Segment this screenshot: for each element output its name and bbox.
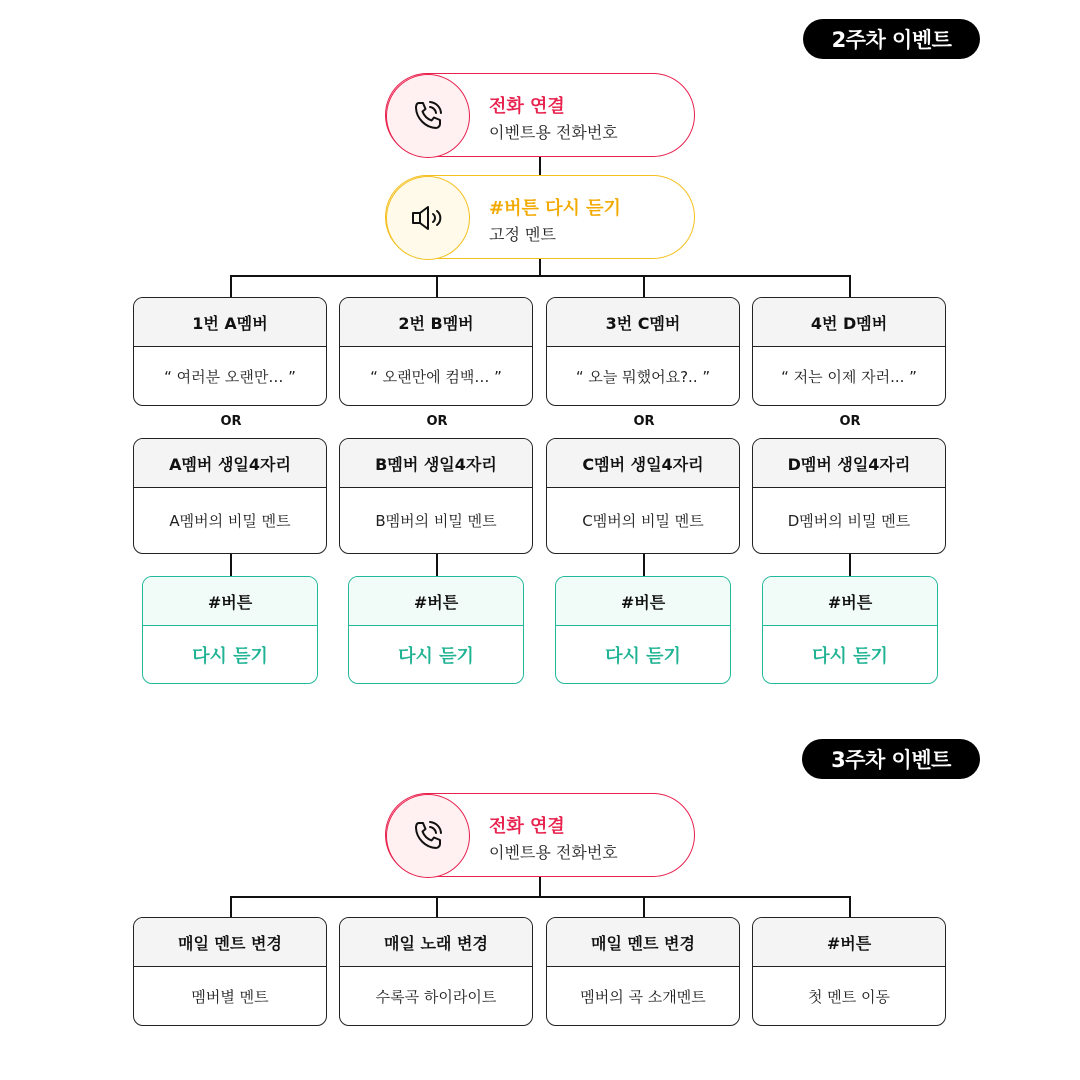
secret-ment: C멤버의 비밀 멘트 [582, 512, 704, 530]
button-label: #버튼 [349, 577, 523, 626]
call-subtitle: 이벤트용 전화번호 [489, 123, 618, 142]
secret-ment: B멤버의 비밀 멘트 [375, 512, 497, 530]
member-header: 1번 A멤버 [134, 298, 326, 347]
connector [643, 553, 645, 576]
button-label: #버튼 [763, 577, 937, 626]
button-action: 다시 듣기 [398, 645, 474, 667]
option-box-1 [133, 917, 327, 1026]
member-quote: “ 저는 이제 자러... ” [781, 367, 917, 386]
birthday-c-box [546, 438, 740, 554]
birthday-b-box [339, 438, 533, 554]
call-node-week3 [385, 793, 695, 877]
connector [230, 896, 851, 898]
connector [230, 553, 232, 576]
call-node [385, 73, 695, 157]
member-header: 3번 C멤버 [547, 298, 739, 347]
option-box-3 [546, 917, 740, 1026]
connector [849, 553, 851, 576]
or-label: OR [426, 414, 448, 429]
birthday-header: C멤버 생일4자리 [547, 439, 739, 488]
birthday-header: A멤버 생일4자리 [134, 439, 326, 488]
option-header: #버튼 [753, 918, 945, 967]
option-body: 수록곡 하이라이트 [375, 987, 497, 1006]
call-subtitle: 이벤트용 전화번호 [489, 843, 618, 862]
or-label: OR [220, 414, 242, 429]
connector [230, 896, 232, 917]
replay-button-c [555, 576, 731, 684]
option-header: 매일 멘트 변경 [134, 918, 326, 967]
member-d-box [752, 297, 946, 406]
member-quote: “ 여러분 오랜만… ” [164, 367, 296, 386]
connector [643, 275, 645, 297]
member-quote: “ 오늘 뭐했어요?.. ” [575, 367, 711, 386]
or-label: OR [633, 414, 655, 429]
replay-button-a [142, 576, 318, 684]
option-box-2 [339, 917, 533, 1026]
week3-badge: 3주차 이벤트 [802, 739, 980, 779]
replay-title: #버튼 다시 듣기 [489, 198, 621, 219]
connector [849, 275, 851, 297]
option-box-4 [752, 917, 946, 1026]
replay-button-b [348, 576, 524, 684]
connector [230, 275, 232, 297]
replay-subtitle: 고정 멘트 [489, 225, 556, 244]
option-body: 멤버별 멘트 [191, 987, 269, 1006]
call-title: 전화 연결 [489, 816, 565, 837]
option-body: 첫 멘트 이동 [808, 987, 890, 1006]
birthday-header: D멤버 생일4자리 [753, 439, 945, 488]
connector [230, 275, 851, 277]
replay-node [385, 175, 695, 259]
member-header: 4번 D멤버 [753, 298, 945, 347]
member-quote: “ 오랜만에 컴백… ” [370, 367, 502, 386]
call-title: 전화 연결 [489, 96, 565, 117]
connector [539, 157, 541, 175]
connector [539, 259, 541, 276]
connector [436, 275, 438, 297]
or-label: OR [839, 414, 861, 429]
button-action: 다시 듣기 [605, 645, 681, 667]
member-a-box [133, 297, 327, 406]
option-header: 매일 노래 변경 [340, 918, 532, 967]
speaker-icon [386, 176, 470, 260]
button-action: 다시 듣기 [192, 645, 268, 667]
connector [539, 877, 541, 897]
button-label: #버튼 [556, 577, 730, 626]
week2-badge: 2주차 이벤트 [803, 19, 980, 59]
connector [436, 896, 438, 917]
connector [643, 896, 645, 917]
birthday-header: B멤버 생일4자리 [340, 439, 532, 488]
button-label: #버튼 [143, 577, 317, 626]
phone-icon [386, 794, 470, 878]
option-body: 멤버의 곡 소개멘트 [580, 987, 706, 1006]
secret-ment: D멤버의 비밀 멘트 [787, 512, 911, 530]
replay-button-d [762, 576, 938, 684]
birthday-a-box [133, 438, 327, 554]
button-action: 다시 듣기 [812, 645, 888, 667]
connector [849, 896, 851, 917]
member-header: 2번 B멤버 [340, 298, 532, 347]
birthday-d-box [752, 438, 946, 554]
secret-ment: A멤버의 비밀 멘트 [169, 512, 291, 530]
member-b-box [339, 297, 533, 406]
member-c-box [546, 297, 740, 406]
connector [436, 553, 438, 576]
phone-icon [386, 74, 470, 158]
option-header: 매일 멘트 변경 [547, 918, 739, 967]
